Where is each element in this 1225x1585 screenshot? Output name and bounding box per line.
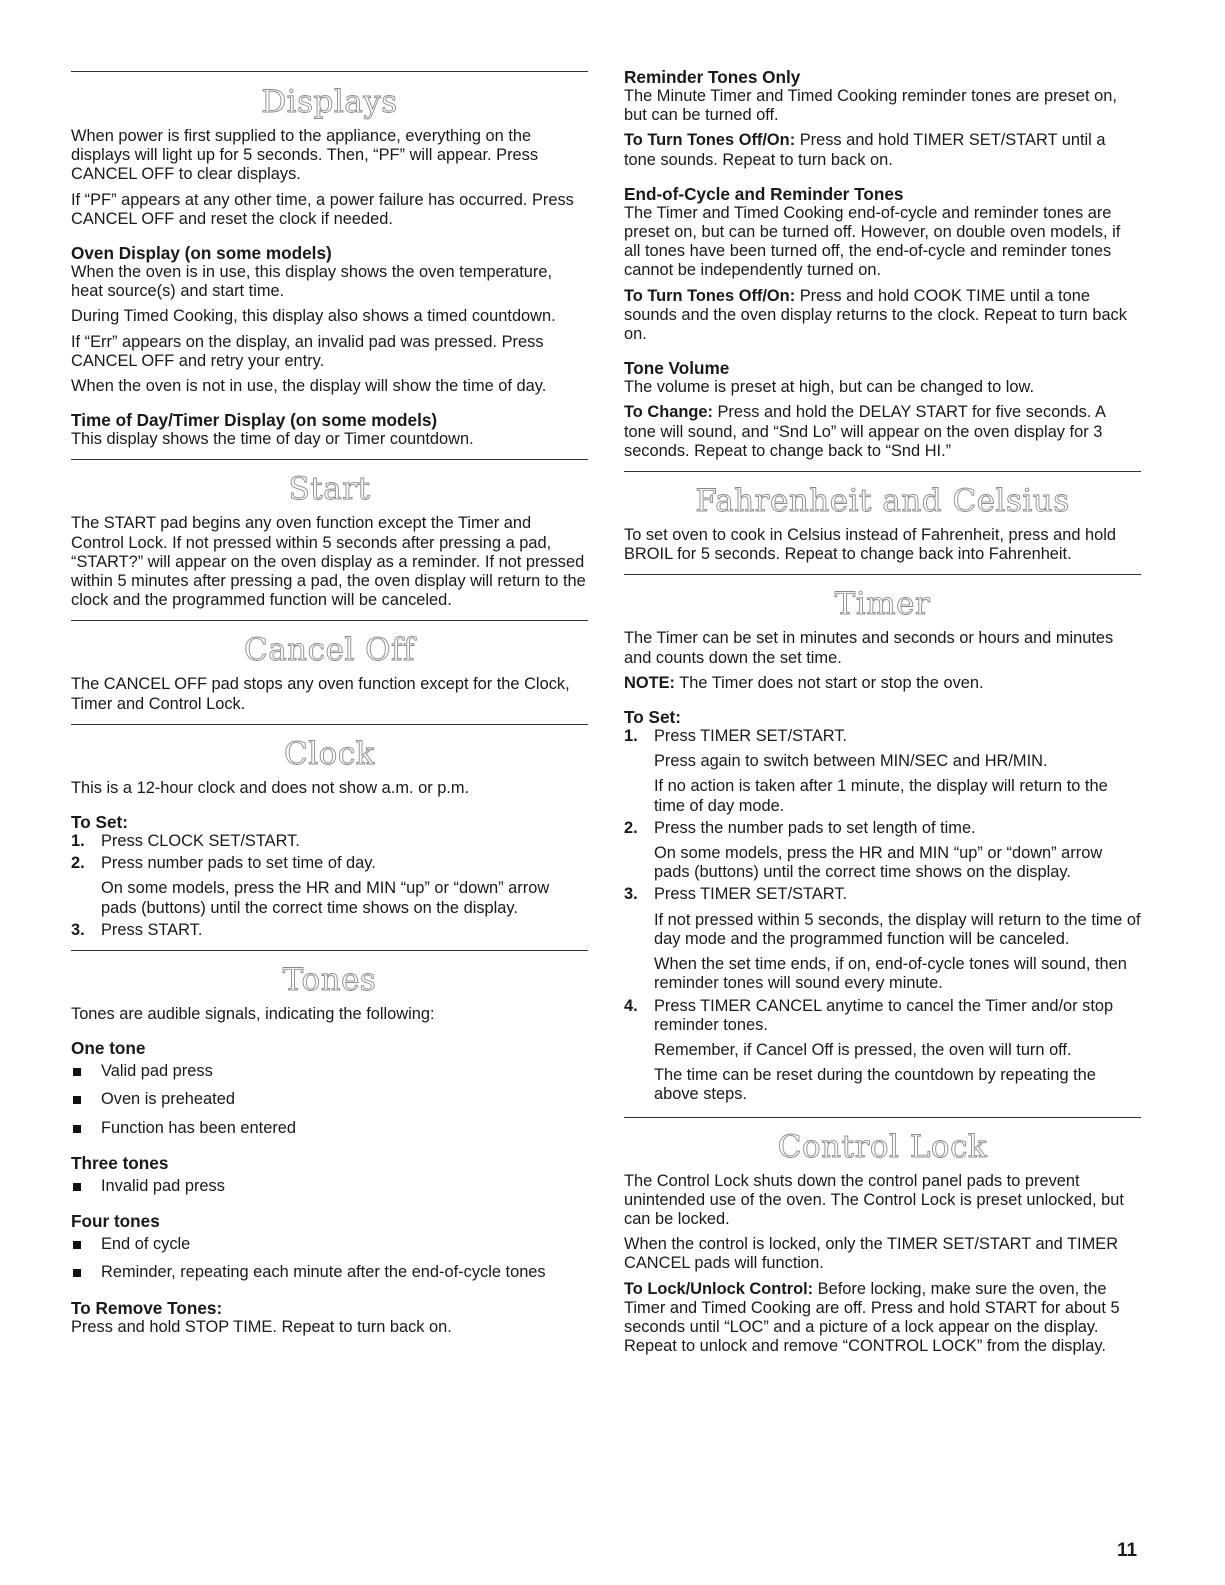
- control-lock-label: To Lock/Unlock Control:: [624, 1279, 814, 1298]
- fahrenheit-celsius-paragraph: To set oven to cook in Celsius instead of Fahrenheit, press and hold BROIL for 5 seconds. Repeat to change back into Fahrenheit.: [624, 526, 1117, 564]
- step-subtext: Remember, if Cancel Off is pressed, the oven will turn off.: [654, 1040, 1072, 1059]
- clock-step: [71, 921, 588, 940]
- step-number: 1.: [624, 727, 638, 746]
- reminder-paragraph: The Minute Timer and Timed Cooking reminder tones are preset on, but can be turned off.: [624, 87, 1117, 125]
- time-of-day-heading: Time of Day/Timer Display (on some models): [71, 410, 438, 431]
- remove-tones-paragraph: Press and hold STOP TIME. Repeat to turn back on.: [71, 1317, 452, 1336]
- clock-step: [71, 832, 588, 851]
- oven-display-paragraph: When the oven is not in use, the display will show the time of day.: [71, 377, 547, 396]
- eoc-turn-text: Press and hold COOK TIME until a tone sounds and the oven display returns to the clock. Repeat to turn back on.: [624, 286, 1127, 344]
- left-column: [71, 0, 588, 1337]
- control-lock-instructions: [624, 1280, 1141, 1357]
- page-number: 11: [1117, 1540, 1138, 1561]
- tone-volume-heading: Tone Volume: [624, 358, 730, 379]
- timer-step: [624, 997, 1141, 1105]
- step-text: Press TIMER SET/START.: [654, 727, 848, 746]
- eoc-turn-label: To Turn Tones Off/On:: [624, 286, 796, 305]
- start-paragraph: The START pad begins any oven function except the Timer and Control Lock. If not pressed within 5 seconds after pressing a pad, “START?” will appear on the oven display as a reminder. If not pressed within 5 minutes after pressing a pad, the oven display will return to the clock and the programmed function will be canceled.: [71, 514, 586, 610]
- section-title-control-lock: Control Lock: [777, 1128, 988, 1165]
- one-tone-heading: One tone: [71, 1038, 146, 1059]
- section-title-displays: Displays: [261, 84, 398, 120]
- step-text: Press START.: [101, 920, 203, 939]
- oven-display-paragraph: If “Err” appears on the display, an invalid pad was pressed. Press CANCEL OFF and retry your entry.: [71, 332, 544, 370]
- step-number: 3.: [624, 885, 638, 904]
- control-lock-paragraph: The Control Lock shuts down the control panel pads to prevent unintended use of the oven. The Control Lock is preset unlocked, but can be locked.: [624, 1171, 1124, 1228]
- tone-volume-paragraph: The volume is preset at high, but can be changed to low.: [624, 378, 1035, 397]
- timer-step: [624, 727, 1141, 816]
- eoc-heading: End-of-Cycle and Reminder Tones: [624, 183, 904, 204]
- four-tones-heading: Four tones: [71, 1211, 160, 1232]
- reminder-turn-text: Press and hold TIMER SET/START until a tone sounds. Repeat to turn back on.: [624, 131, 1106, 169]
- step-text: Press the number pads to set length of time.: [654, 818, 976, 837]
- step-number: 2.: [624, 818, 638, 837]
- step-subtext: When the set time ends, if on, end-of-cycle tones will sound, then reminder tones will sound every minute.: [654, 955, 1127, 993]
- timer-step: [624, 885, 1141, 993]
- section-title-clock: Clock: [284, 735, 375, 772]
- reminder-tones-heading: Reminder Tones Only: [624, 67, 801, 87]
- eoc-paragraph: The Timer and Timed Cooking end-of-cycle and reminder tones are preset on, but can be turned off. However, on double oven models, if all tones have been turned off, the end-of-cycle and reminder tones cannot be independently turned on.: [624, 203, 1121, 280]
- timer-note-label: NOTE:: [624, 673, 675, 692]
- step-number: 1.: [71, 832, 85, 851]
- three-tones-heading: Three tones: [71, 1152, 169, 1173]
- remove-tones-heading: To Remove Tones:: [71, 1297, 223, 1318]
- clock-step: [71, 854, 588, 918]
- reminder-turn-label: To Turn Tones Off/On:: [624, 131, 796, 150]
- oven-display-paragraph: When the oven is in use, this display shows the oven temperature, heat source(s) and start time.: [71, 263, 553, 301]
- timer-note-text: The Timer does not start or stop the oven.: [675, 673, 984, 692]
- time-of-day-paragraph: This display shows the time of day or Timer countdown.: [71, 430, 474, 449]
- control-lock-text: Before locking, make sure the oven, the Timer and Timed Cooking are off. Press and hold START for about 5 seconds until “LOC” and a picture of a lock appear on the display. Repeat to unlock and remove “CONTROL LOCK” from the display.: [624, 1279, 1120, 1356]
- cancel-off-paragraph: The CANCEL OFF pad stops any oven function except for the Clock, Timer and Control Lock.: [71, 675, 570, 713]
- step-number: 2.: [71, 854, 85, 873]
- timer-note: [624, 674, 1141, 693]
- control-lock-paragraph: When the control is locked, only the TIMER SET/START and TIMER CANCEL pads will function.: [624, 1235, 1119, 1273]
- timer-step: [624, 819, 1141, 883]
- eoc-turn-paragraph: [624, 287, 1141, 345]
- tone-volume-change-label: To Change:: [624, 403, 713, 422]
- step-number: 3.: [71, 920, 85, 939]
- four-tones-list: [71, 1235, 588, 1282]
- timer-to-set-heading: To Set:: [624, 707, 681, 728]
- clock-steps: [71, 832, 588, 940]
- step-text: Press TIMER SET/START.: [654, 885, 848, 904]
- reminder-turn-paragraph: [624, 131, 1141, 169]
- step-subtext: Press again to switch between MIN/SEC and HR/MIN.: [654, 752, 1048, 771]
- list-item: Invalid pad press: [71, 1177, 588, 1196]
- one-tone-list: [71, 1062, 588, 1138]
- list-item: Function has been entered: [71, 1119, 588, 1138]
- list-item: Reminder, repeating each minute after the end-of-cycle tones: [71, 1263, 588, 1282]
- displays-paragraph: If “PF” appears at any other time, a power failure has occurred. Press CANCEL OFF and reset the clock if needed.: [71, 190, 574, 228]
- section-title-fahrenheit-celsius: Fahrenheit and Celsius: [695, 483, 1070, 520]
- timer-paragraph: The Timer can be set in minutes and seconds or hours and minutes and counts down the set time.: [624, 629, 1114, 667]
- clock-paragraph: This is a 12-hour clock and does not show a.m. or p.m.: [71, 778, 470, 797]
- step-subtext: If not pressed within 5 seconds, the display will return to the time of day mode and the programmed function will be canceled.: [654, 910, 1141, 948]
- displays-paragraph: When power is first supplied to the appliance, everything on the displays will light up for 5 seconds. Then, “PF” will appear. Press CANCEL OFF to clear displays.: [71, 127, 539, 184]
- step-subtext: The time can be reset during the countdown by repeating the above steps.: [654, 1066, 1096, 1104]
- tones-paragraph: Tones are audible signals, indicating the following:: [71, 1005, 435, 1024]
- timer-steps: [624, 727, 1141, 1104]
- section-title-tones: Tones: [282, 962, 377, 999]
- clock-to-set-heading: To Set:: [71, 812, 128, 833]
- tone-volume-change-text: Press and hold the DELAY START for five seconds. A tone will sound, and “Snd Lo” will appear on the oven display for 3 seconds. Repeat to change back to “Snd HI.”: [624, 403, 1106, 460]
- list-item: Oven is preheated: [71, 1090, 588, 1109]
- section-title-timer: Timer: [834, 586, 931, 623]
- step-subtext: On some models, press the HR and MIN “up” or “down” arrow pads (buttons) until the correct time shows on the display.: [654, 844, 1103, 882]
- step-number: 4.: [624, 996, 638, 1015]
- right-column: [624, 0, 1141, 1356]
- tone-volume-change-paragraph: [624, 403, 1141, 461]
- step-text: Press TIMER CANCEL anytime to cancel the Timer and/or stop reminder tones.: [654, 996, 1114, 1034]
- step-subtext: On some models, press the HR and MIN “up” or “down” arrow pads (buttons) until the correct time shows on the display.: [101, 879, 550, 917]
- list-item: Valid pad press: [71, 1062, 588, 1081]
- step-subtext: If no action is taken after 1 minute, the display will return to the time of day mode.: [654, 777, 1108, 815]
- oven-display-paragraph: During Timed Cooking, this display also shows a timed countdown.: [71, 307, 556, 326]
- step-text: Press CLOCK SET/START.: [101, 832, 300, 851]
- section-title-cancel-off: Cancel Off: [243, 632, 415, 669]
- step-text: Press number pads to set time of day.: [101, 854, 376, 873]
- three-tones-list: [71, 1177, 588, 1196]
- oven-display-heading: Oven Display (on some models): [71, 243, 332, 264]
- section-title-start: Start: [288, 471, 371, 508]
- list-item: End of cycle: [71, 1235, 588, 1254]
